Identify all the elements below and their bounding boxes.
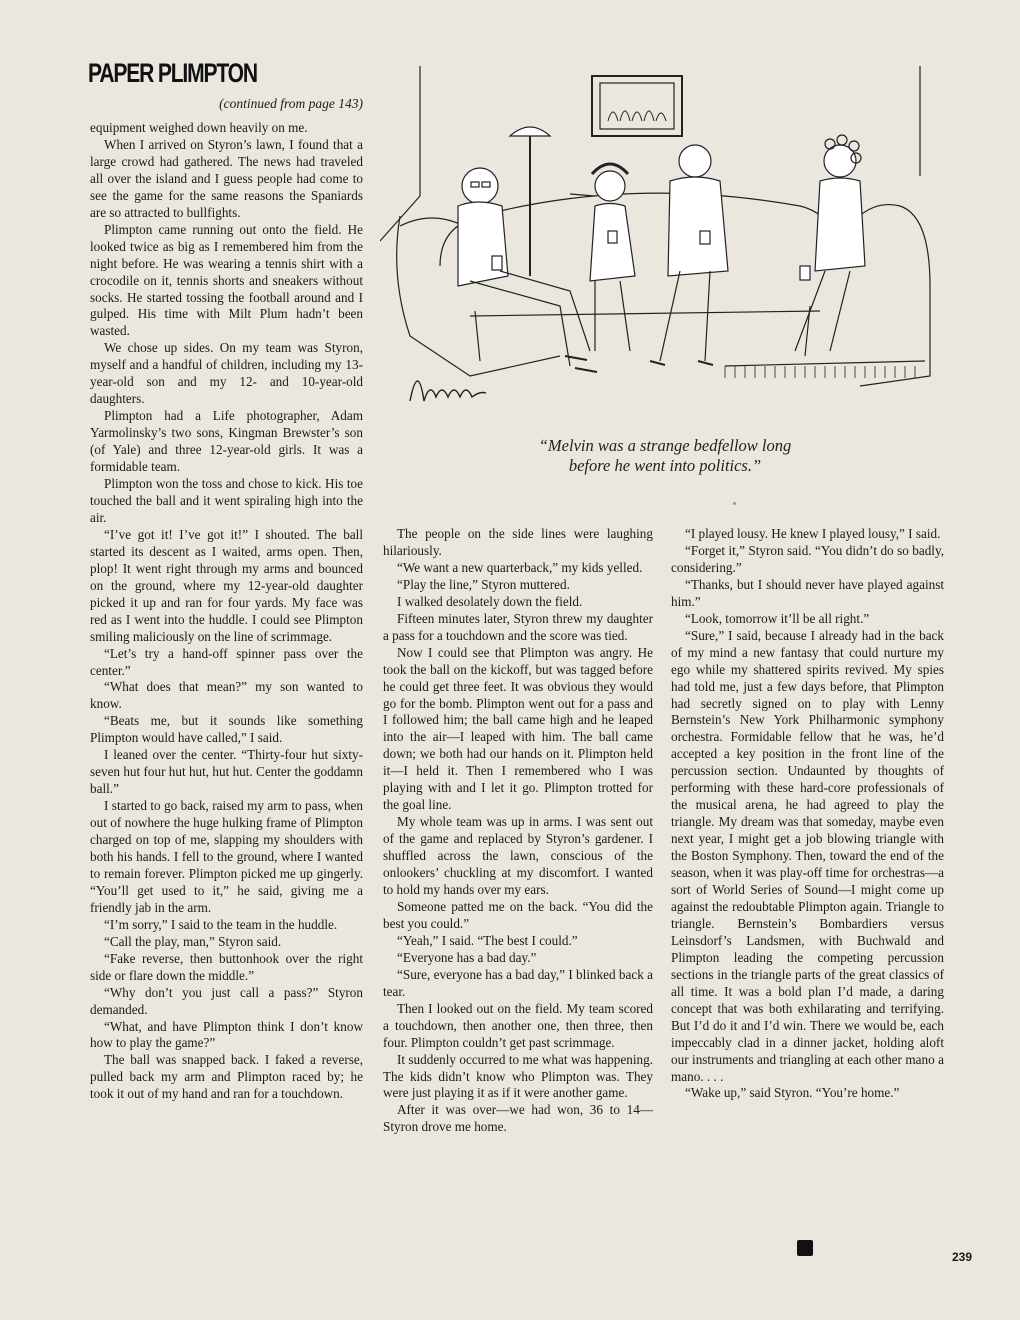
paragraph: I started to go back, raised my arm to pass, when out of nowhere the huge hulking frame of Plimpton charged on top of me, slapping my shoulders with both his hands. I fell to the ground, where I wanted to remain forever. Plimpton picked me up gingerly. “You’ll get used to it,” he said, giving me a friendly jab in the arm.	[90, 798, 363, 915]
paragraph: “What does that mean?” my son wanted to know.	[90, 679, 363, 712]
paragraph: After it was over—we had won, 36 to 14—Styron drove me home.	[383, 1102, 653, 1135]
end-mark-icon	[797, 1240, 813, 1256]
paragraph: “I’ve got it! I’ve got it!” I shouted. The ball started its descent as I waited, arms open. Then, plop! It went right through my arms and bounced on the ground, where my 12-year-old daughter picked it up and ran for four yards. My face was red as I went into the huddle. I could see Plimpton smiling maliciously on the line of scrimmage.	[90, 526, 363, 644]
paragraph: “Call the play, man,” Styron said.	[104, 933, 282, 949]
paragraph: Now I could see that Plimpton was angry. He took the ball on the kickoff, but was tagged before he could get three feet. It was obvious they would go for the bomb. Plimpton went out for a pass and I followed him; the ball came high and he leaped into the air—I leaped with him. The ball came down; we both had our hands on it. Plimpton held it—I held it. Then I remembered who I was playing with and I let it go. Plimpton trotted for the goal line.	[383, 644, 653, 813]
paragraph: “Let’s try a hand-off spinner pass over the center.”	[90, 645, 363, 678]
paragraph: Plimpton won the toss and chose to kick. His toe touched the ball and it went spiraling high into the air.	[90, 476, 363, 525]
ink-dot	[733, 502, 736, 505]
paragraph: Then I looked out on the field. My team scored a touchdown, then another one, then three, then four. Plimpton couldn’t get past scrimmage.	[383, 1000, 653, 1050]
page-title: PAPER PLIMPTON	[88, 58, 257, 88]
paragraph: “Beats me, but it sounds like something Plimpton would have called,” I said.	[90, 713, 363, 746]
paragraph: “I played lousy. He knew I played lousy,” I said.	[685, 526, 941, 541]
paragraph: Plimpton had a Life photographer, Adam Yarmolinsky’s two sons, Kingman Brewster’s son (of Yale) and three 12-year-old girls. It was a formidable team.	[90, 408, 363, 475]
paragraph: Plimpton came running out onto the field. He looked twice as big as I remembered him from the night before. He was wearing a tennis shirt with a crocodile on it, tennis shorts and sneakers without socks. He started tossing the football around and I gulped. His time with Milt Plum hadn’t been wasted.	[90, 221, 363, 339]
page-number: 239	[952, 1250, 973, 1264]
paragraph: It suddenly occurred to me what was happening. The kids didn’t know who Plimpton was. They were just playing it as if it were another game.	[383, 1051, 653, 1101]
caption-line: “Melvin was a strange bedfellow long	[538, 436, 792, 455]
cartoon-caption	[440, 436, 890, 476]
paragraph: “Sure,” I said, because I already had in the back of my mind a new fantasy that could nurture my ego while my shattered spirits revived. My spies had told me, just a few days before, that Plimpton had secretly signed on to play with Lenny Bernstein’s New York Philharmonic symphony orchestra. Formidable fellow that he was, he’d accepted a key position in the front line of the percussion section. Undaunted by thoughts of performing with these hard-core professionals of the musical arena, he had agreed to play the triangle. My dream was that someday, maybe even next year, I might get a job blowing triangle with the Boston Symphony. Then, toward the end of the season, when it was play-off time for orchestras—a sort of World Series of Sound—I might come up against the redoubtable Plimpton again. Triangle to triangle. Bernstein’s Bombardiers versus Leinsdorf’s Landsmen, with Buchwald and Plimpton leading the competing percussion sections in the triangle parts of the great classics of all time. It was a bold plan I’d made, a daring concept that was both exhilarating and terrifying. But I’d do it and I’d win. There we would be, each impeccably clad in a dinner jacket, holding aloft our instruments and triangling at each other mano a mano. . . .	[671, 627, 944, 1084]
text-column-1	[90, 120, 363, 1103]
paragraph: equipment weighed down heavily on me.	[90, 120, 308, 135]
paragraph: “Thanks, but I should never have played against him.”	[671, 576, 944, 609]
paragraph: “Why don’t you just call a pass?” Styron demanded.	[90, 984, 363, 1017]
paragraph: “What, and have Plimpton think I don’t know how to play the game?”	[90, 1018, 363, 1051]
paragraph: “Sure, everyone has a bad day,” I blinked back a tear.	[383, 966, 653, 999]
cartoon-illustration	[380, 66, 950, 426]
continued-note: (continued from page 143)	[219, 96, 363, 111]
paragraph: “Look, tomorrow it’ll be all right.”	[685, 610, 870, 626]
caption-line: before he went into politics.”	[568, 456, 762, 475]
paragraph: My whole team was up in arms. I was sent out of the game and replaced by Styron’s gardener. I shuffled across the lawn, conscious of the onlookers’ chuckling at my discomfort. I wanted to hold my hands over my ears.	[383, 814, 653, 898]
paragraph: “Yeah,” I said. “The best I could.”	[397, 932, 578, 948]
paragraph: The people on the side lines were laughing hilariously.	[383, 526, 653, 558]
paragraph: I walked desolately down the field.	[397, 593, 583, 609]
paragraph: Someone patted me on the back. “You did the best you could.”	[383, 898, 653, 931]
text-column-2	[383, 526, 653, 1136]
paragraph: Fifteen minutes later, Styron threw my daughter a pass for a touchdown and the score was tied.	[383, 610, 653, 643]
paragraph: “Forget it,” Styron said. “You didn’t do so badly, considering.”	[671, 542, 944, 575]
paragraph: “Fake reverse, then buttonhook over the right side or flare down the middle.”	[90, 950, 363, 983]
paragraph: When I arrived on Styron’s lawn, I found that a large crowd had gathered. The news had traveled all over the island and I guess people had come to see the game for the same reasons the Spaniards are so attracted to bullfights.	[90, 136, 363, 220]
text-column-3	[671, 526, 944, 1102]
paragraph: “I’m sorry,” I said to the team in the huddle.	[104, 916, 338, 932]
paragraph: I leaned over the center. “Thirty-four hut sixty-seven hut four hut hut, hut hut. Center the goddamn ball.”	[90, 747, 363, 797]
paragraph: The ball was snapped back. I faked a reverse, pulled back my arm and Plimpton raced by; he took it out of my hand and ran for a touchdown.	[90, 1052, 363, 1102]
paragraph: “Everyone has a bad day.”	[397, 949, 537, 965]
paragraph: “Wake up,” said Styron. “You’re home.”	[685, 1085, 900, 1101]
paragraph: We chose up sides. On my team was Styron, myself and a handful of children, including my 13-year-old son and my 12- and 10-year-old daughters.	[90, 340, 363, 407]
paragraph: “Play the line,” Styron muttered.	[397, 576, 570, 592]
paragraph: “We want a new quarterback,” my kids yelled.	[397, 559, 643, 575]
